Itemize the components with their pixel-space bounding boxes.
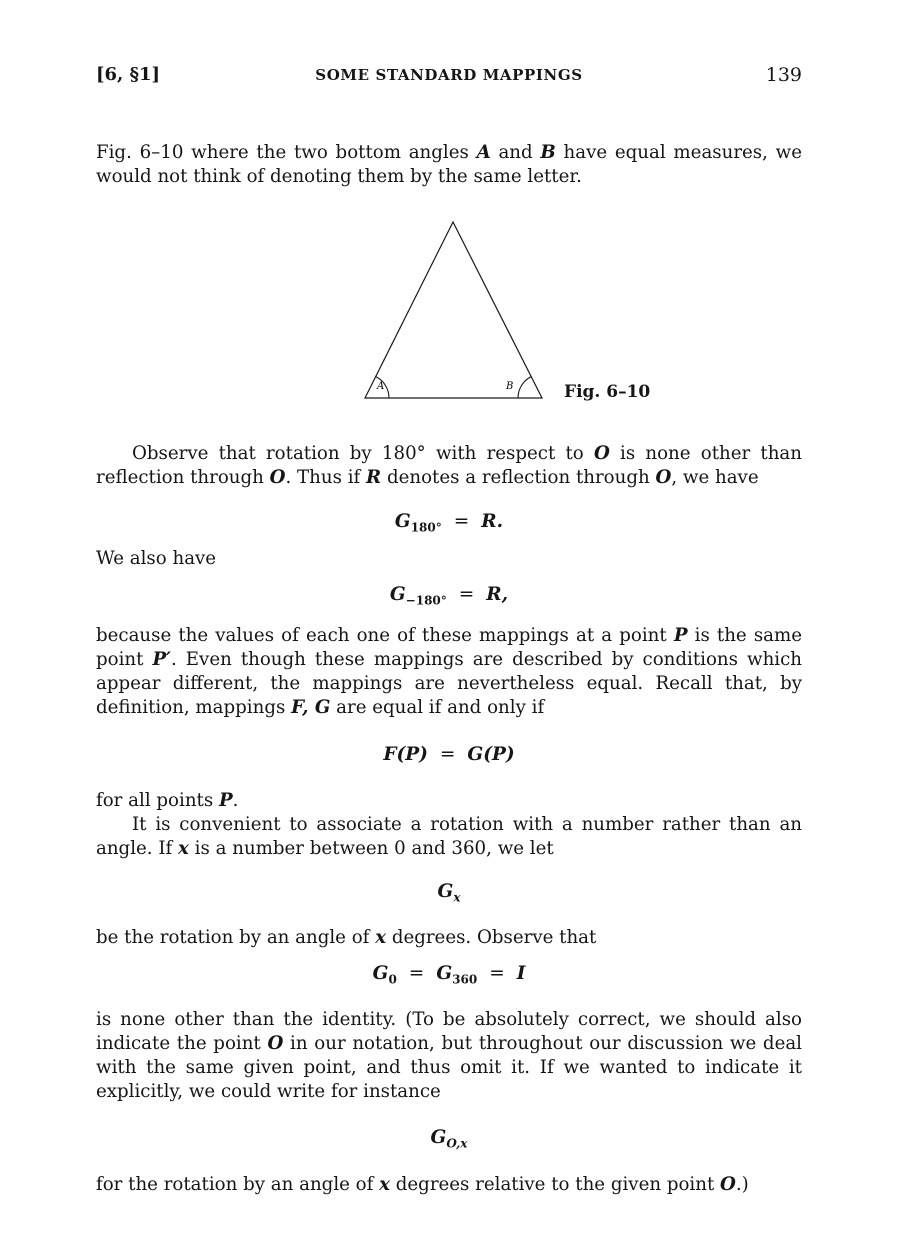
section-reference: [6, §1] [96, 64, 161, 85]
equation-gox: $G_{O,x}$ [430, 1127, 468, 1151]
isosceles-triangle [365, 222, 542, 398]
paragraph-mappings-equal: because the values of each one of these mappings at a point P is the same point P′. Even though these mappings are described by conditions which appear different, the mappings are nevertheless equal. Recall that, by definition, mappings F, G are equal if and only if [96, 625, 803, 718]
paragraph-all-points: for all points P. [96, 790, 239, 811]
equation-identity: $G_0 = G_{360} = I$ [372, 963, 526, 987]
chapter-title: SOME STANDARD MAPPINGS [315, 66, 583, 84]
intro-paragraph: Fig. 6–10 where the two bottom angles A and B have equal measures, we would not think of denoting them by the same letter. [96, 142, 802, 187]
paragraph-rotation-degrees: be the rotation by an angle of x degrees. Observe that [96, 927, 597, 948]
page-number: 139 [765, 64, 802, 86]
paragraph-rotation-180: Observe that rotation by 180° with respect to O is none other than reflection through O. Thus if R denotes a reflection through O, we have [96, 443, 802, 488]
equation-g180: $G_{180^\circ} = R$. [394, 511, 504, 535]
equation-g-minus-180: $G_{-180^\circ} = R$, [389, 584, 509, 608]
angle-a-label: A [377, 381, 385, 392]
equation-f-equals-g: F(P) = G(P) [383, 744, 515, 765]
also-have-line: We also have [96, 548, 217, 569]
paragraph-rotation-relative: for the rotation by an angle of x degrees relative to the given point O.) [96, 1174, 749, 1195]
triangle-figure [355, 214, 585, 409]
paragraph-rotation-number: It is convenient to associate a rotation with a number rather than an angle. If x is a number between 0 and 360, we let [96, 814, 802, 859]
paragraph-identity-note: is none other than the identity. (To be absolutely correct, we should also indicate the point O in our notation, but throughout our discussion we deal with the same given point, and thus omit it. If we wanted to indicate it explicitly, we could write for instance [96, 1009, 802, 1102]
running-header [96, 64, 802, 90]
figure-caption: Fig. 6–10 [564, 382, 651, 402]
angle-b-label: B [506, 381, 514, 392]
angle-b-arc [518, 377, 531, 399]
equation-gx: $G_x$ [437, 881, 461, 905]
